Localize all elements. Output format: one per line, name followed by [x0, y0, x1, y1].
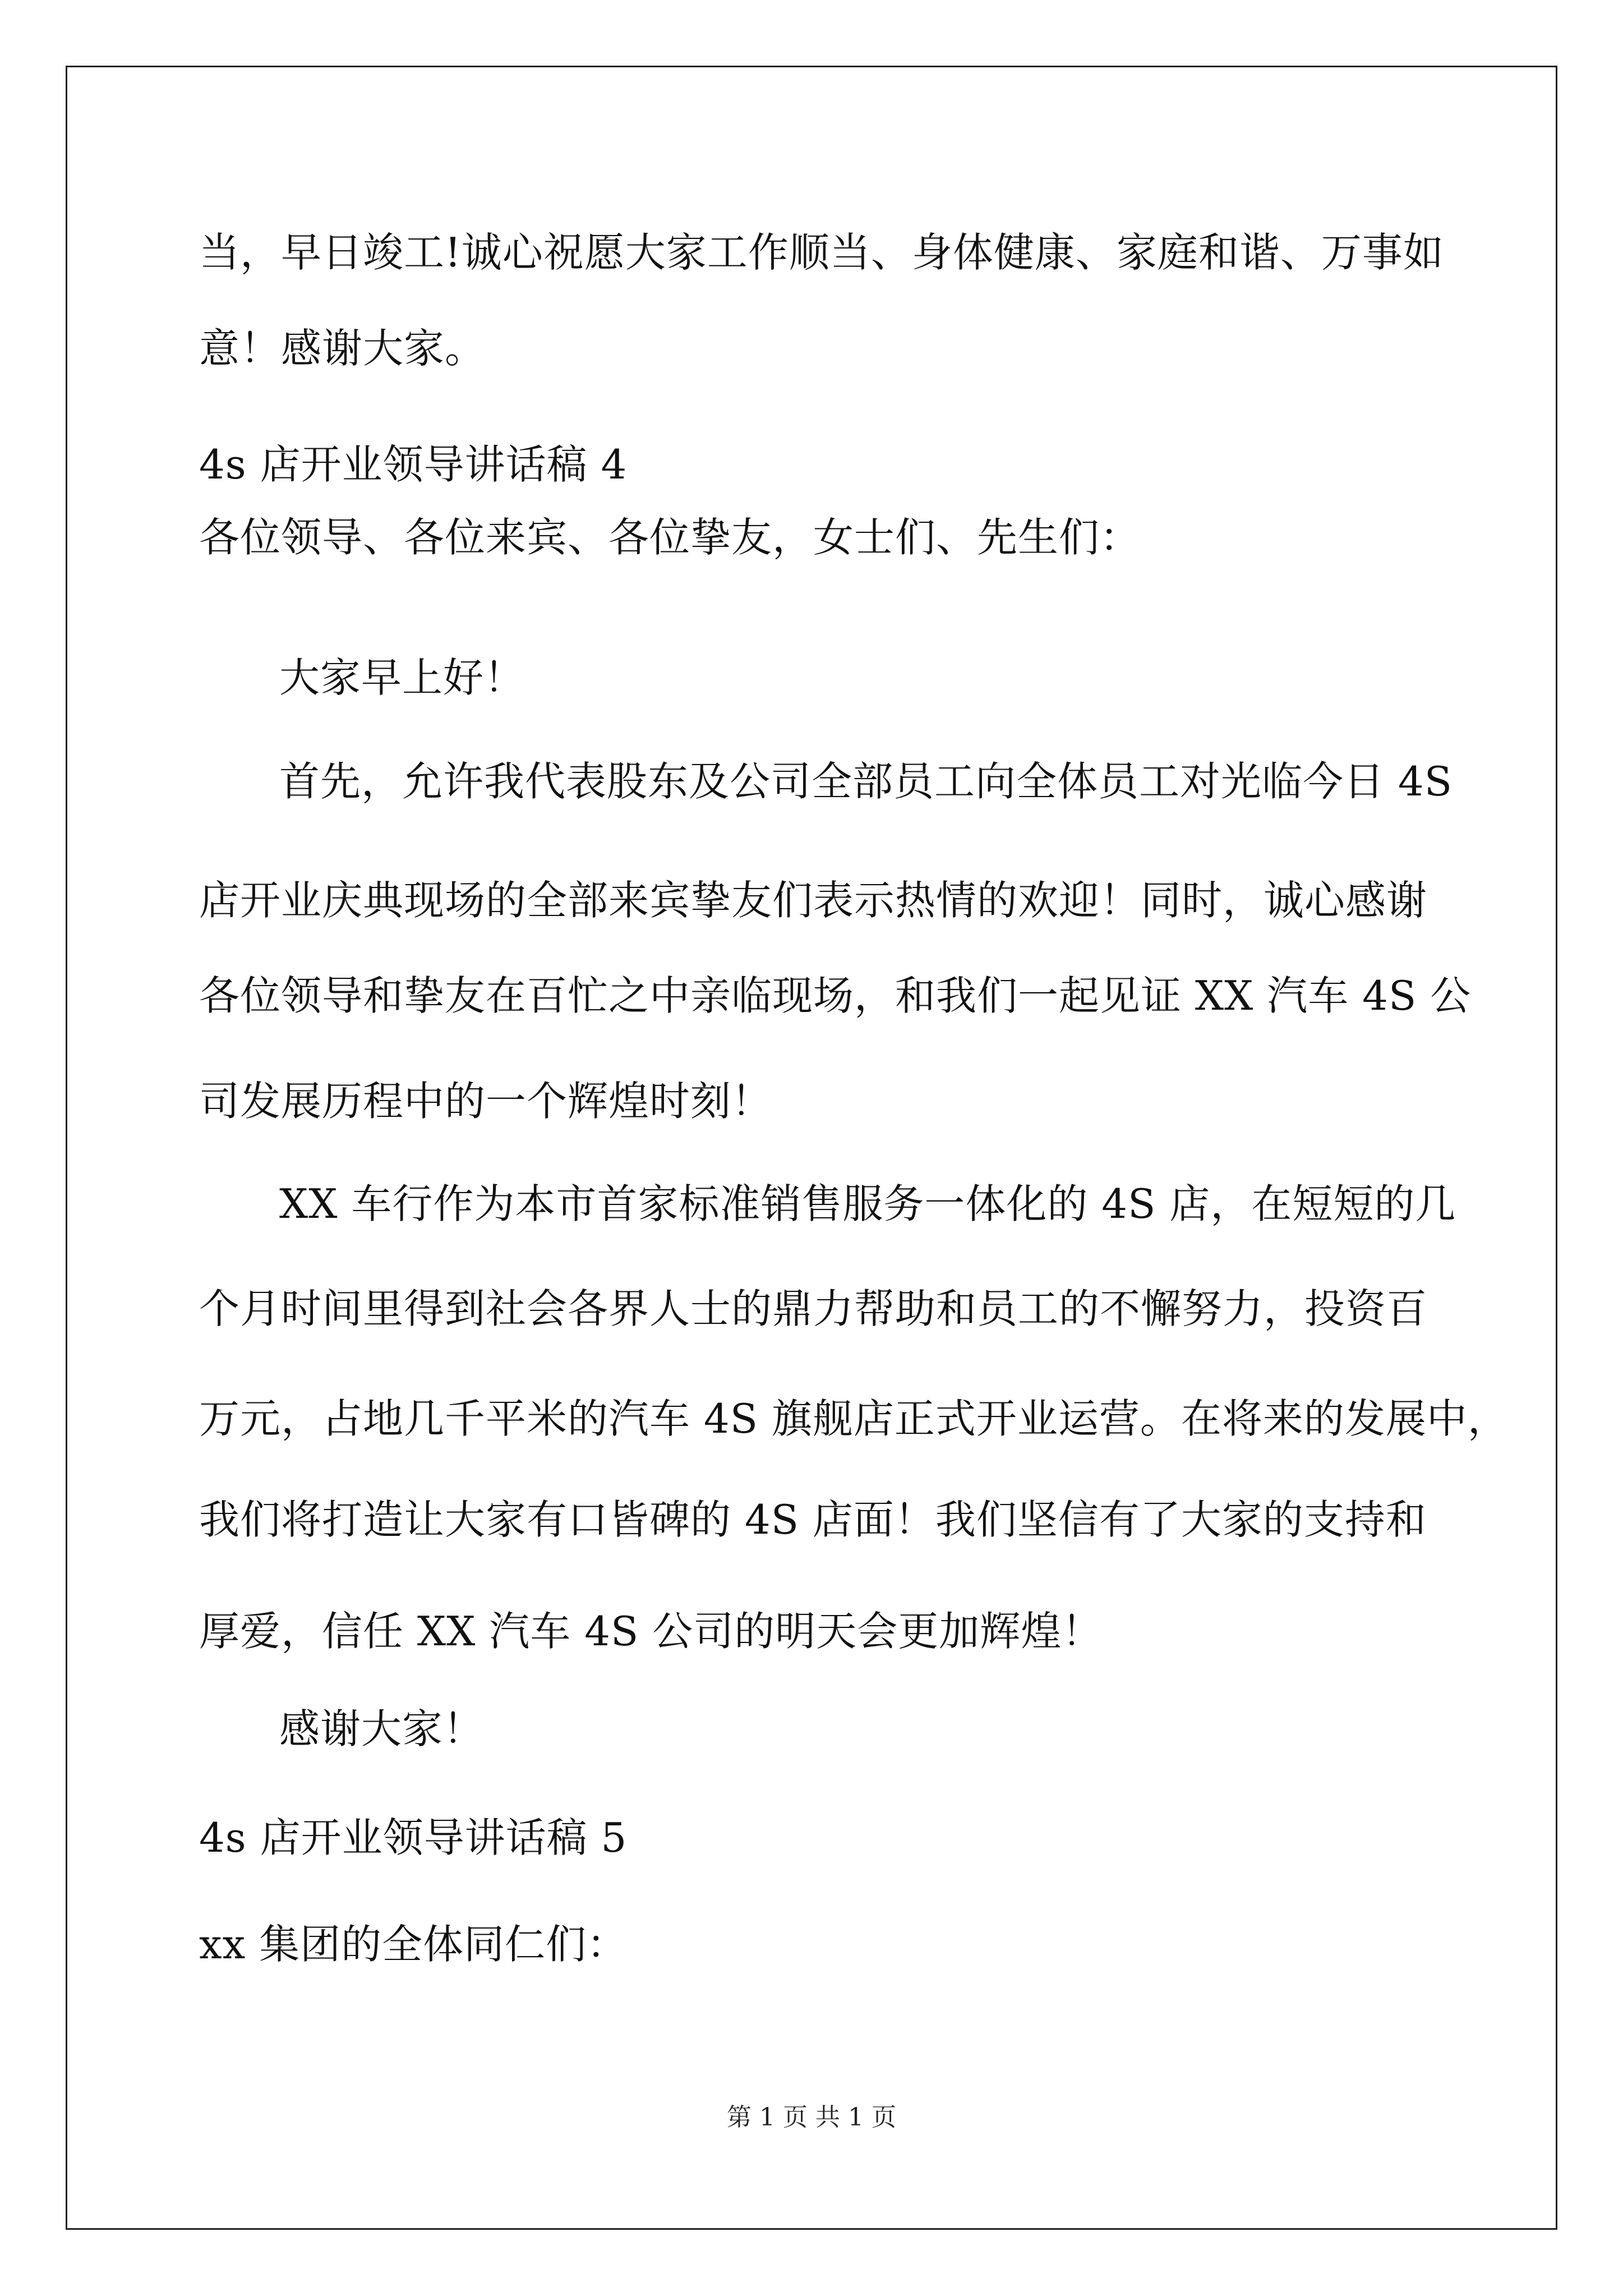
page-footer: 第 1 页 共 1 页 — [727, 2103, 896, 2132]
paragraph-1-line-2: 店开业庆典现场的全部来宾挚友们表示热情的欢迎！同时，诚心感谢 — [199, 877, 1428, 924]
text-line-2: 意！感谢大家。 — [199, 325, 486, 372]
paragraph-2-line-1: XX 车行作为本市首家标准销售服务一体化的 4S 店，在短短的几 — [279, 1180, 1456, 1227]
section-heading-5: 4s 店开业领导讲话稿 5 — [199, 1814, 628, 1861]
text-line-1: 当，早日竣工!诚心祝愿大家工作顺当、身体健康、家庭和谐、万事如 — [199, 229, 1444, 276]
paragraph-2-line-4: 我们将打造让大家有口皆碑的 4S 店面！我们坚信有了大家的支持和 — [199, 1496, 1427, 1543]
paragraph-2-line-2: 个月时间里得到社会各界人士的鼎力帮助和员工的不懈努力，投资百 — [199, 1285, 1428, 1332]
salutation-line-2: xx 集团的全体同仁们： — [199, 1921, 628, 1968]
salutation-line: 各位领导、各位来宾、各位挚友，女士们、先生们： — [199, 514, 1141, 561]
thanks-line: 感谢大家！ — [279, 1705, 485, 1752]
paragraph-1-line-4: 司发展历程中的一个辉煌时刻！ — [199, 1078, 773, 1125]
greeting-line: 大家早上好！ — [279, 654, 525, 701]
section-heading-4: 4s 店开业领导讲话稿 4 — [199, 441, 628, 488]
paragraph-1-line-1: 首先，允许我代表股东及公司全部员工向全体员工对光临今日 4S — [279, 758, 1453, 805]
paragraph-2-line-3: 万元，占地几千平米的汽车 4S 旗舰店正式开业运营。在将来的发展中， — [199, 1395, 1509, 1442]
paragraph-1-line-3: 各位领导和挚友在百忙之中亲临现场，和我们一起见证 XX 汽车 4S 公 — [199, 972, 1472, 1019]
page-border — [66, 66, 1557, 2230]
paragraph-2-line-5: 厚爱，信任 XX 汽车 4S 公司的明天会更加辉煌！ — [199, 1608, 1103, 1655]
